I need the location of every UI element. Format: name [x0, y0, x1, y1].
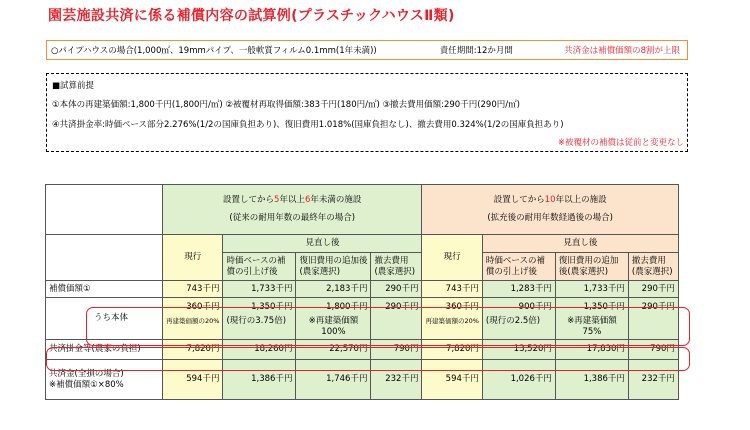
table-row: 共済金(全損の場合) ※補償価額①×80% 594千円 1,386千円 1,746千円 232千円 594千円 1,026千円 1,386千円 232千円: [46, 360, 679, 400]
calculation-table: [45, 184, 679, 400]
table-row: 共済掛金等(農家の負担) 7,820円 18,260円 22,570円 790円 7,820円 13,520円 17,830円 790円: [46, 340, 679, 360]
premises-heading: ■試算前提: [52, 81, 95, 91]
page-title: 園芸施設共済に係る補償内容の試算例(プラスチックハウスⅡ類): [48, 8, 455, 24]
premises-line-1: ①本体の再建築価額:1,800千円(1,800円/㎡) ②被覆材再取得価額:383千円(180円/㎡) ③撤去費用価額:290千円(290円/㎡): [52, 100, 520, 110]
revised-header-b: 見直し後: [482, 235, 678, 253]
table-row: うち本体 360千円 再建築価額の20% 1,350千円 (現行の3.75倍) 1,800千円 ※再建築価額100% 290千円 360千円 再建築価額の20% 900千円 (現行の2.5倍) 1,350千円 ※再建築価額75% 290千円: [46, 298, 679, 340]
liability-period: 責任期間:12か月間: [439, 46, 513, 56]
current-header-b: 現行: [422, 235, 482, 281]
col-time-b: 時価ベースの補償の引上げ後: [482, 253, 555, 281]
case-description: ○パイプハウスの場合(1,000㎡、19mmパイプ、一般軟質フィルム0.1mm(1年未満)): [51, 46, 377, 56]
col-removal-b: 撤去費用(農家選択): [628, 253, 678, 281]
col-restore-a: 復旧費用の追加後(農家選択): [296, 253, 371, 281]
col-time-a: 時価ベースの補償の引上げ後: [223, 253, 296, 281]
corner-cell: [46, 185, 163, 235]
col-restore-b: 復旧費用の追加後(農家選択): [555, 253, 628, 281]
group-a-header: 設置してから5年以上6年未満の施設 (従来の耐用年数の最終年の場合): [163, 185, 422, 235]
group-b-header: 設置してから10年以上の施設 (拡充後の耐用年数経過後の場合): [422, 185, 678, 235]
case-box: [46, 40, 688, 60]
col-removal-a: 撤去費用(農家選択): [371, 253, 422, 281]
premises-box: [46, 73, 688, 152]
revised-header-a: 見直し後: [223, 235, 422, 253]
current-header-a: 現行: [163, 235, 223, 281]
covering-note: ※被覆材の補償は従前と変更なし: [557, 138, 684, 148]
table-row: 補償価額① 743千円 1,733千円 2,183千円 290千円 743千円 1,283千円 1,733千円 290千円: [46, 281, 679, 298]
payout-cap-note: 共済金は補償価額の8割が上限: [564, 46, 680, 56]
premises-line-2: ④共済掛金率:時価ベース部分2.276%(1/2の国庫負担あり)、復旧費用1.018%(国庫負担なし)、撤去費用0.324%(1/2の国庫負担あり): [52, 120, 564, 130]
